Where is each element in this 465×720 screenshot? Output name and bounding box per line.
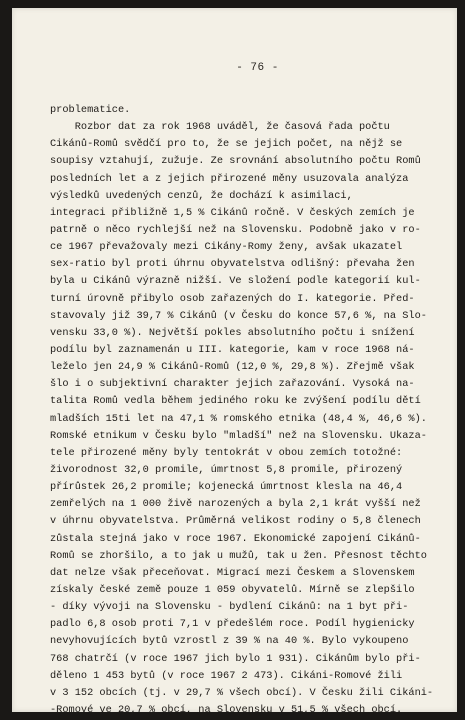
text-line: živorodnost 32,0 promile, úmrtnost 5,8 promile, přirozený: [50, 463, 403, 476]
text-line: 768 chatrčí (v roce 1967 jich bylo 1 931). Cikánům bylo při-: [50, 652, 421, 665]
text-line: tele přirozené měny byly tentokrát v obou zemích totožné:: [50, 446, 403, 459]
text-line: zůstala stejná jako v roce 1967. Ekonomické zapojení Cikánů-: [50, 532, 421, 545]
text-line: Romů se zhoršilo, a to jak u mužů, tak u žen. Přesnost těchto: [50, 549, 427, 562]
text-line: -Romové ve 20,7 % obcí, na Slovensku v 51,5 % všech obcí.: [50, 703, 403, 716]
text-line: Romské etnikum v Česku bylo "mladší" než na Slovensku. Ukaza-: [50, 429, 427, 442]
text-line: nevyhovujících bytů vzrostl z 39 % na 40 %. Bylo vykoupeno: [50, 635, 409, 648]
text-line: leželo jen 24,9 % Cikánů-Romů (12,0 %, 29,8 %). Zřejmě však: [50, 361, 415, 374]
text-line: přírůstek 26,2 promile; kojenecká úmrtnost klesla na 46,4: [50, 481, 403, 494]
text-line: integraci přibližně 1,5 % Cikánů ročně. V českých zemích je: [50, 206, 415, 219]
text-line: dat nelze však přeceňovat. Migrací mezi Českem a Slovenskem: [50, 566, 415, 579]
body-text: [50, 102, 452, 719]
text-line: sex-ratio byl proti úhrnu obyvatelstva odlišný: převaha žen: [50, 258, 415, 271]
text-line: v úhrnu obyvatelstva. Průměrná velikost rodiny o 5,8 členech: [50, 515, 421, 528]
text-line: stavovaly již 39,7 % Cikánů (v Česku do konce 57,6 %, na Slo-: [50, 309, 427, 322]
text-line: - díky vývoji na Slovensku - bydlení Cikánů: na 1 byt při-: [50, 601, 409, 614]
text-line: talita Romů vedla během jediného roku ke zvýšení podílu dětí: [50, 395, 421, 408]
text-line: šlo i o subjektivní charakter jejich zařazování. Vysoká na-: [50, 378, 415, 391]
text-line: výsledků uvedených cenzů, že dochází k asimilaci,: [50, 189, 353, 202]
text-line: padlo 6,8 osob proti 7,1 v předešlém roce. Podíl hygienicky: [50, 618, 415, 631]
page-number: - 76 -: [236, 62, 279, 74]
text-line: ce 1967 převažovaly mezi Cikány-Romy ženy, avšak ukazatel: [50, 241, 403, 254]
document-page: [12, 8, 457, 716]
text-line: zemřelých na 1 000 živě narozených a byla 2,1 krát vyšší než: [50, 498, 421, 511]
text-line: patrně o něco rychlejší než na Slovensku. Podobně jako v ro-: [50, 223, 421, 236]
text-line: vensku 33,0 %). Největší pokles absolutního počtu i snížení: [50, 326, 415, 339]
text-line: podílu byl zaznamenán u III. kategorie, kam v roce 1968 ná-: [50, 343, 415, 356]
text-line: získaly české země pouze 1 059 obyvatelů. Mírně se zlepšilo: [50, 583, 415, 596]
text-line: soupisy vztahují, zužuje. Ze srovnání absolutního počtu Romů: [50, 155, 421, 168]
text-line: děleno 1 453 bytů (v roce 1967 2 473). Cikáni-Romové žili: [50, 669, 403, 682]
text-line: posledních let a z jejich přirozené měny usuzovala analýza: [50, 172, 409, 185]
text-line: mladších 15ti let na 47,1 % romského etnika (48,4 %, 46,6 %).: [50, 412, 427, 425]
text-line: problematice.: [50, 104, 131, 116]
text-line: v 3 152 obcích (tj. v 29,7 % všech obcí). V Česku žili Cikáni-: [50, 686, 434, 699]
text-line: turní úrovně přibylo osob zařazených do I. kategorie. Před-: [50, 292, 415, 305]
text-line: byla u Cikánů výrazně nižší. Ve složení podle kategorií kul-: [50, 275, 421, 288]
text-line: Rozbor dat za rok 1968 uváděl, že časová řada počtu: [50, 121, 390, 134]
text-line: Cikánů-Romů svědčí pro to, že se jejich počet, na nějž se: [50, 138, 403, 151]
